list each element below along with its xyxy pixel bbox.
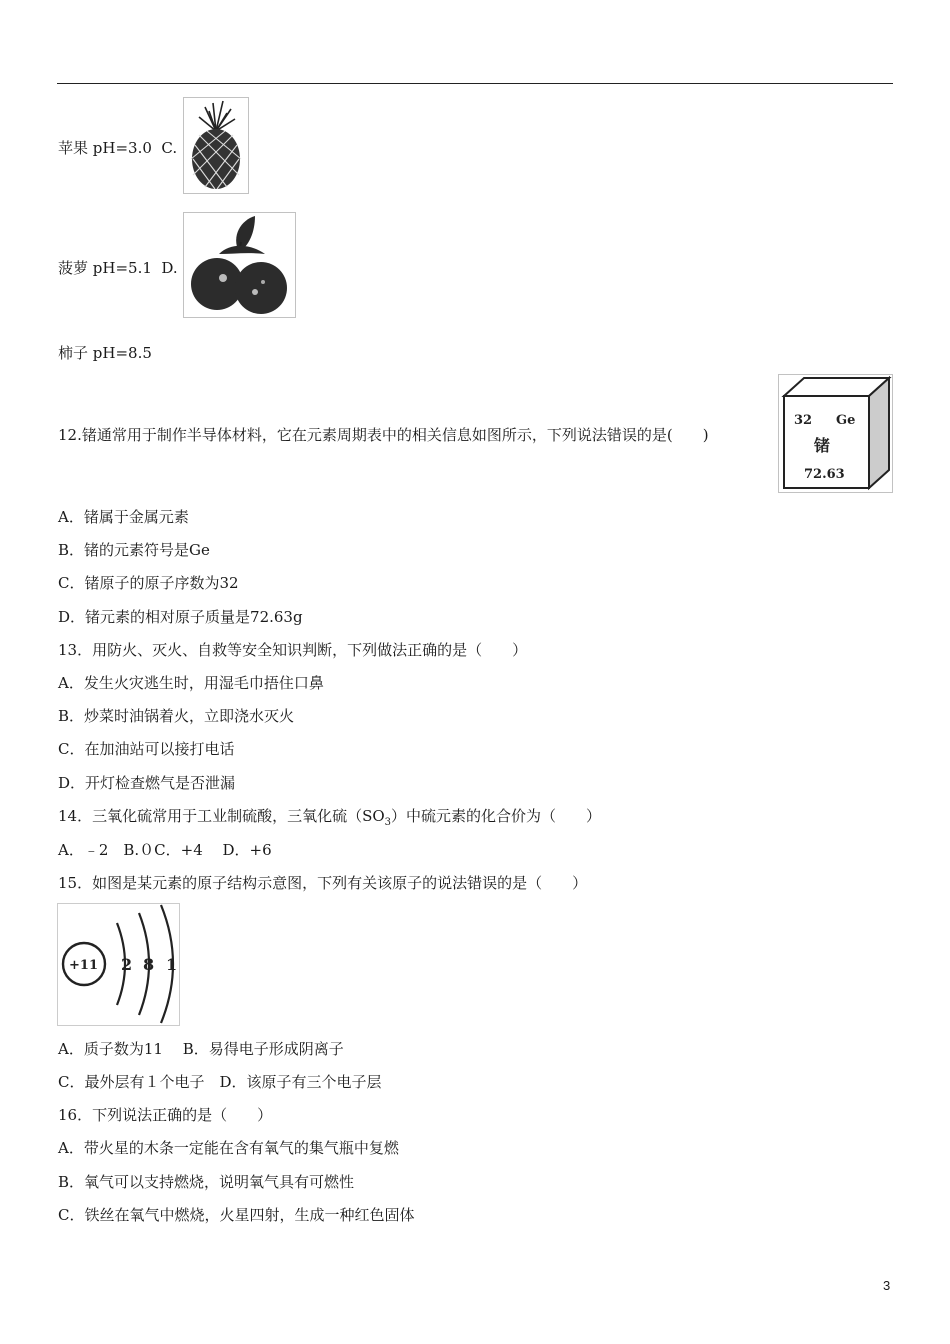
question-16-stem: 16．下列说法正确的是（ ）: [58, 1106, 273, 1124]
question-13-stem: 13．用防火、灭火、自救等安全知识判断，下列做法正确的是（ ）: [58, 641, 528, 659]
persimmon-image: [183, 212, 296, 318]
question-13-option-d: D．开灯检查燃气是否泄漏: [58, 774, 236, 792]
question-13-option-c: C．在加油站可以接打电话: [58, 740, 235, 758]
question-16-option-c: C．铁丝在氧气中燃烧，火星四射，生成一种红色固体: [58, 1206, 415, 1224]
so3-subscript: 3: [384, 817, 392, 828]
question-15-stem: 15．如图是某元素的原子结构示意图，下列有关该原子的说法错误的是（ ）: [58, 874, 588, 892]
option-d-marker: D.: [161, 259, 178, 277]
fruit-option-pineapple: [58, 258, 178, 278]
pineapple-label: 菠萝 pH=5.1: [58, 259, 152, 277]
question-14-stem-before: 14．三氧化硫常用于工业制硫酸，三氧化硫（SO: [58, 807, 385, 825]
card-atomic-number: 32: [794, 413, 813, 428]
question-12-option-a: A．锗属于金属元素: [58, 508, 189, 526]
question-12-option-b: B．锗的元素符号是Ge: [58, 541, 210, 559]
question-14-stem: [58, 806, 601, 833]
question-15-options-line-1: A．质子数为11 B．易得电子形成阴离子: [58, 1040, 344, 1058]
question-16-option-a: A．带火星的木条一定能在含有氧气的集气瓶中复燃: [58, 1139, 399, 1157]
question-13-option-b: B．炒菜时油锅着火，立即浇水灭火: [58, 707, 295, 725]
question-13-option-a: A．发生火灾逃生时，用湿毛巾捂住口鼻: [58, 674, 324, 692]
atomic-structure-diagram: [57, 903, 180, 1026]
question-14-stem-after: ）中硫元素的化合价为（ ）: [391, 807, 602, 825]
page-number: 3: [883, 1278, 891, 1293]
header-rule: [57, 83, 893, 84]
pineapple-image: [183, 97, 249, 194]
question-12-option-c: C．锗原子的原子序数为32: [58, 574, 239, 592]
fruit-option-apple: [58, 138, 177, 158]
shell-2-electrons: 8: [143, 955, 155, 974]
option-c-marker: C.: [161, 139, 178, 157]
card-element-name: 锗: [814, 436, 831, 455]
apple-label: 苹果 pH=3.0: [58, 139, 152, 157]
question-16-option-b: B．氧气可以支持燃烧，说明氧气具有可燃性: [58, 1173, 355, 1191]
question-12-option-d: D．锗元素的相对原子质量是72.63g: [58, 608, 303, 626]
shell-1-electrons: 2: [121, 955, 133, 974]
card-atomic-mass: 72.63: [804, 467, 845, 482]
question-12-stem: 12.锗通常用于制作半导体材料，它在元素周期表中的相关信息如图所示，下列说法错误的是( ): [58, 426, 709, 444]
germanium-element-card: [778, 374, 893, 493]
question-14-options: A．﹣2 B.０C．+4 D．+6: [58, 841, 272, 859]
fruit-option-persimmon: 柿子 pH=8.5: [58, 344, 152, 362]
question-15-options-line-2: C．最外层有１个电子 D．该原子有三个电子层: [58, 1073, 382, 1091]
nucleus-charge: +11: [69, 958, 98, 973]
shell-3-electrons: 1: [166, 955, 178, 974]
card-element-symbol: Ge: [836, 413, 856, 428]
